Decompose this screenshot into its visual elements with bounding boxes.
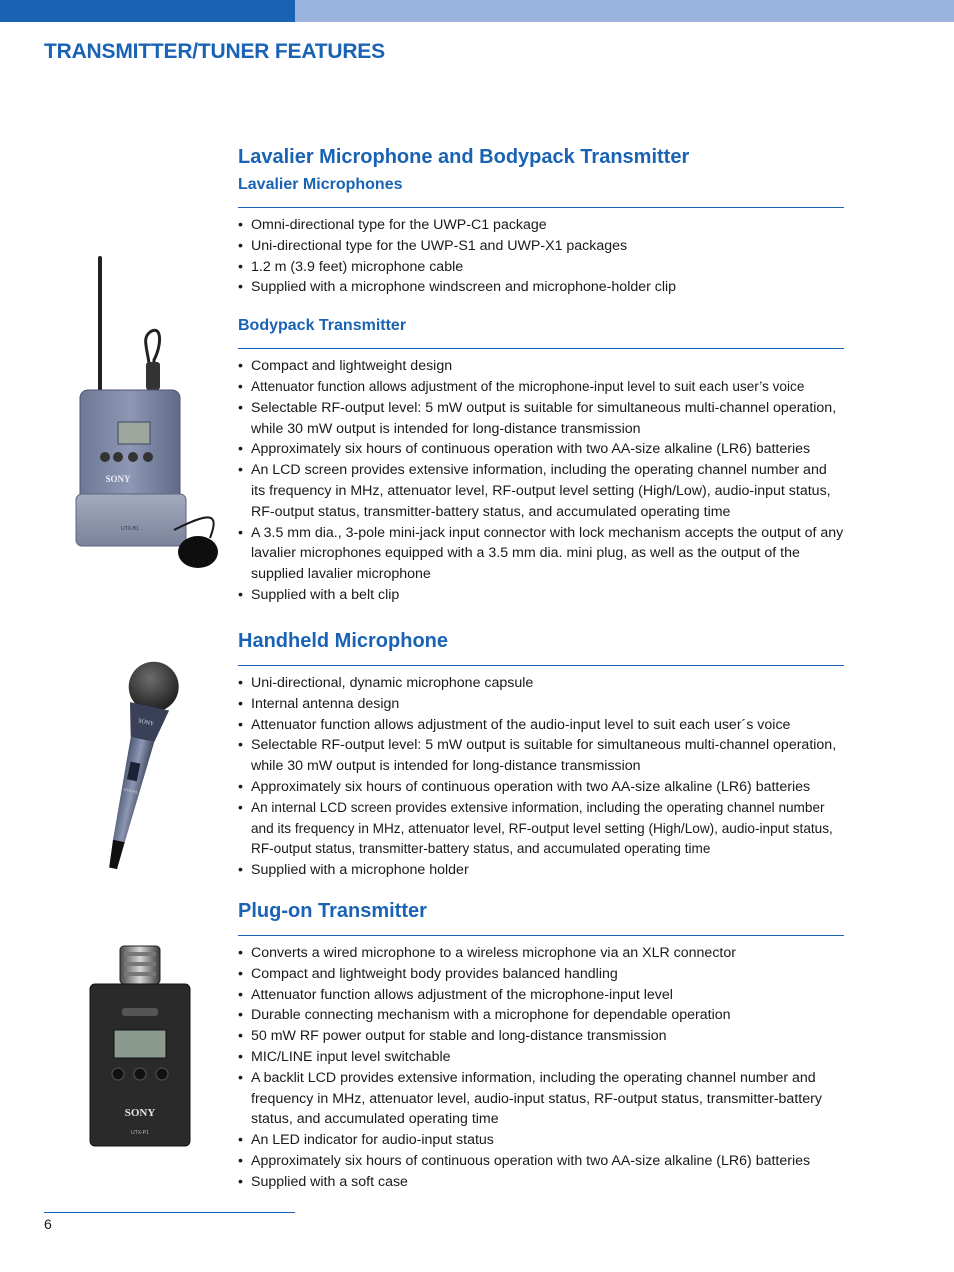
list-item: • Supplied with a microphone windscreen and microphone-holder clip	[238, 277, 844, 298]
list-item: • Selectable RF-output level: 5 mW output is suitable for simultaneous multi-channel operation, while 30 mW output is intended for long-distance transmission	[238, 735, 844, 777]
list-item: • Converts a wired microphone to a wireless microphone via an XLR connector	[238, 943, 844, 964]
page-number: 6	[44, 1216, 52, 1232]
header-bar-dark	[0, 0, 295, 22]
list-item: • MIC/LINE input level switchable	[238, 1047, 844, 1068]
header-bar-light	[295, 0, 954, 22]
bodypack-subheading: Bodypack Transmitter	[238, 317, 407, 335]
list-item: • Approximately six hours of continuous operation with two AA-size alkaline (LR6) batteries	[238, 777, 844, 798]
handheld-section	[238, 628, 844, 881]
list-item: • Supplied with a soft case	[238, 1172, 844, 1193]
page-title: TRANSMITTER/TUNER FEATURES	[44, 40, 385, 63]
lavalier-heading: Lavalier Microphone and Bodypack Transmitter	[238, 146, 690, 168]
divider	[238, 665, 844, 666]
bodypack-model-label: UTX-B1	[121, 526, 139, 532]
plugon-section	[238, 898, 844, 1193]
handheld-bullets	[238, 673, 844, 881]
list-item: • Selectable RF-output level: 5 mW output is suitable for simultaneous multi-channel operation, while 30 mW output is intended for long-distance transmission	[238, 398, 844, 440]
list-item: • Uni-directional type for the UWP-S1 and UWP-X1 packages	[238, 236, 844, 257]
list-item: • Compact and lightweight design	[238, 356, 844, 377]
lavalier-section	[238, 144, 844, 606]
plugon-transmitter-image	[88, 944, 194, 1149]
list-item: • Approximately six hours of continuous operation with two AA-size alkaline (LR6) batteries	[238, 1151, 844, 1172]
plugon-bullets	[238, 943, 844, 1193]
list-item: • Omni-directional type for the UWP-C1 package	[238, 215, 844, 236]
list-item: • An LED indicator for audio-input status	[238, 1130, 844, 1151]
lavalier-mic-subheading: Lavalier Microphones	[238, 176, 403, 193]
list-item: • Internal antenna design	[238, 694, 844, 715]
divider	[238, 935, 844, 936]
handheld-model-label: UTX-H1	[122, 786, 139, 795]
list-item: • An internal LCD screen provides extensive information, including the operating channel number and its frequency in MHz, attenuator level, RF-output level setting (High/Low), audio-input status, RF-output status, transmitter-battery status, and accumulated operating time	[238, 798, 844, 860]
list-item: • 50 mW RF power output for stable and long-distance transmission	[238, 1026, 844, 1047]
plugon-brand-label: SONY	[124, 1107, 156, 1119]
list-item: • Approximately six hours of continuous operation with two AA-size alkaline (LR6) batteries	[238, 439, 844, 460]
bodypack-transmitter-image	[70, 250, 235, 580]
plugon-heading: Plug-on Transmitter	[238, 900, 427, 922]
bodypack-bullets	[238, 356, 844, 606]
list-item: • An LCD screen provides extensive information, including the operating channel number and its frequency in MHz, attenuator level, RF-output level setting (High/Low), audio-input status, RF-output status, transmitter-battery status, and accumulated operating time	[238, 460, 844, 522]
list-item: • A backlit LCD provides extensive information, including the operating channel number and frequency in MHz, attenuator level, audio-input status, RF-output status, transmitter-battery status, and accumulated operating time	[238, 1068, 844, 1130]
divider	[238, 348, 844, 349]
bodypack-brand-label: SONY	[105, 474, 131, 484]
list-item: • Attenuator function allows adjustment of the microphone-input level to suit each user’s voice	[238, 377, 844, 398]
list-item: • Attenuator function allows adjustment of the microphone-input level	[238, 985, 844, 1006]
list-item: • Supplied with a belt clip	[238, 585, 844, 606]
list-item: • 1.2 m (3.9 feet) microphone cable	[238, 257, 844, 278]
handheld-brand-label: SONY	[137, 718, 155, 728]
list-item: • Compact and lightweight body provides balanced handling	[238, 964, 844, 985]
list-item: • A 3.5 mm dia., 3-pole mini-jack input connector with lock mechanism accepts the output of any lavalier microphones equipped with a 3.5 mm dia. mini plug, as well as the output of the supplied lavalier microphone	[238, 523, 844, 585]
divider	[238, 207, 844, 208]
handheld-microphone-image	[94, 655, 184, 883]
handheld-heading: Handheld Microphone	[238, 630, 448, 652]
lavalier-mic-bullets	[238, 215, 844, 298]
footer-divider	[44, 1212, 295, 1213]
list-item: • Durable connecting mechanism with a microphone for dependable operation	[238, 1005, 844, 1026]
list-item: • Uni-directional, dynamic microphone capsule	[238, 673, 844, 694]
list-item: • Supplied with a microphone holder	[238, 860, 844, 881]
plugon-model-label: UTX-P1	[131, 1130, 149, 1136]
list-item: • Attenuator function allows adjustment of the audio-input level to suit each user´s voice	[238, 715, 844, 736]
